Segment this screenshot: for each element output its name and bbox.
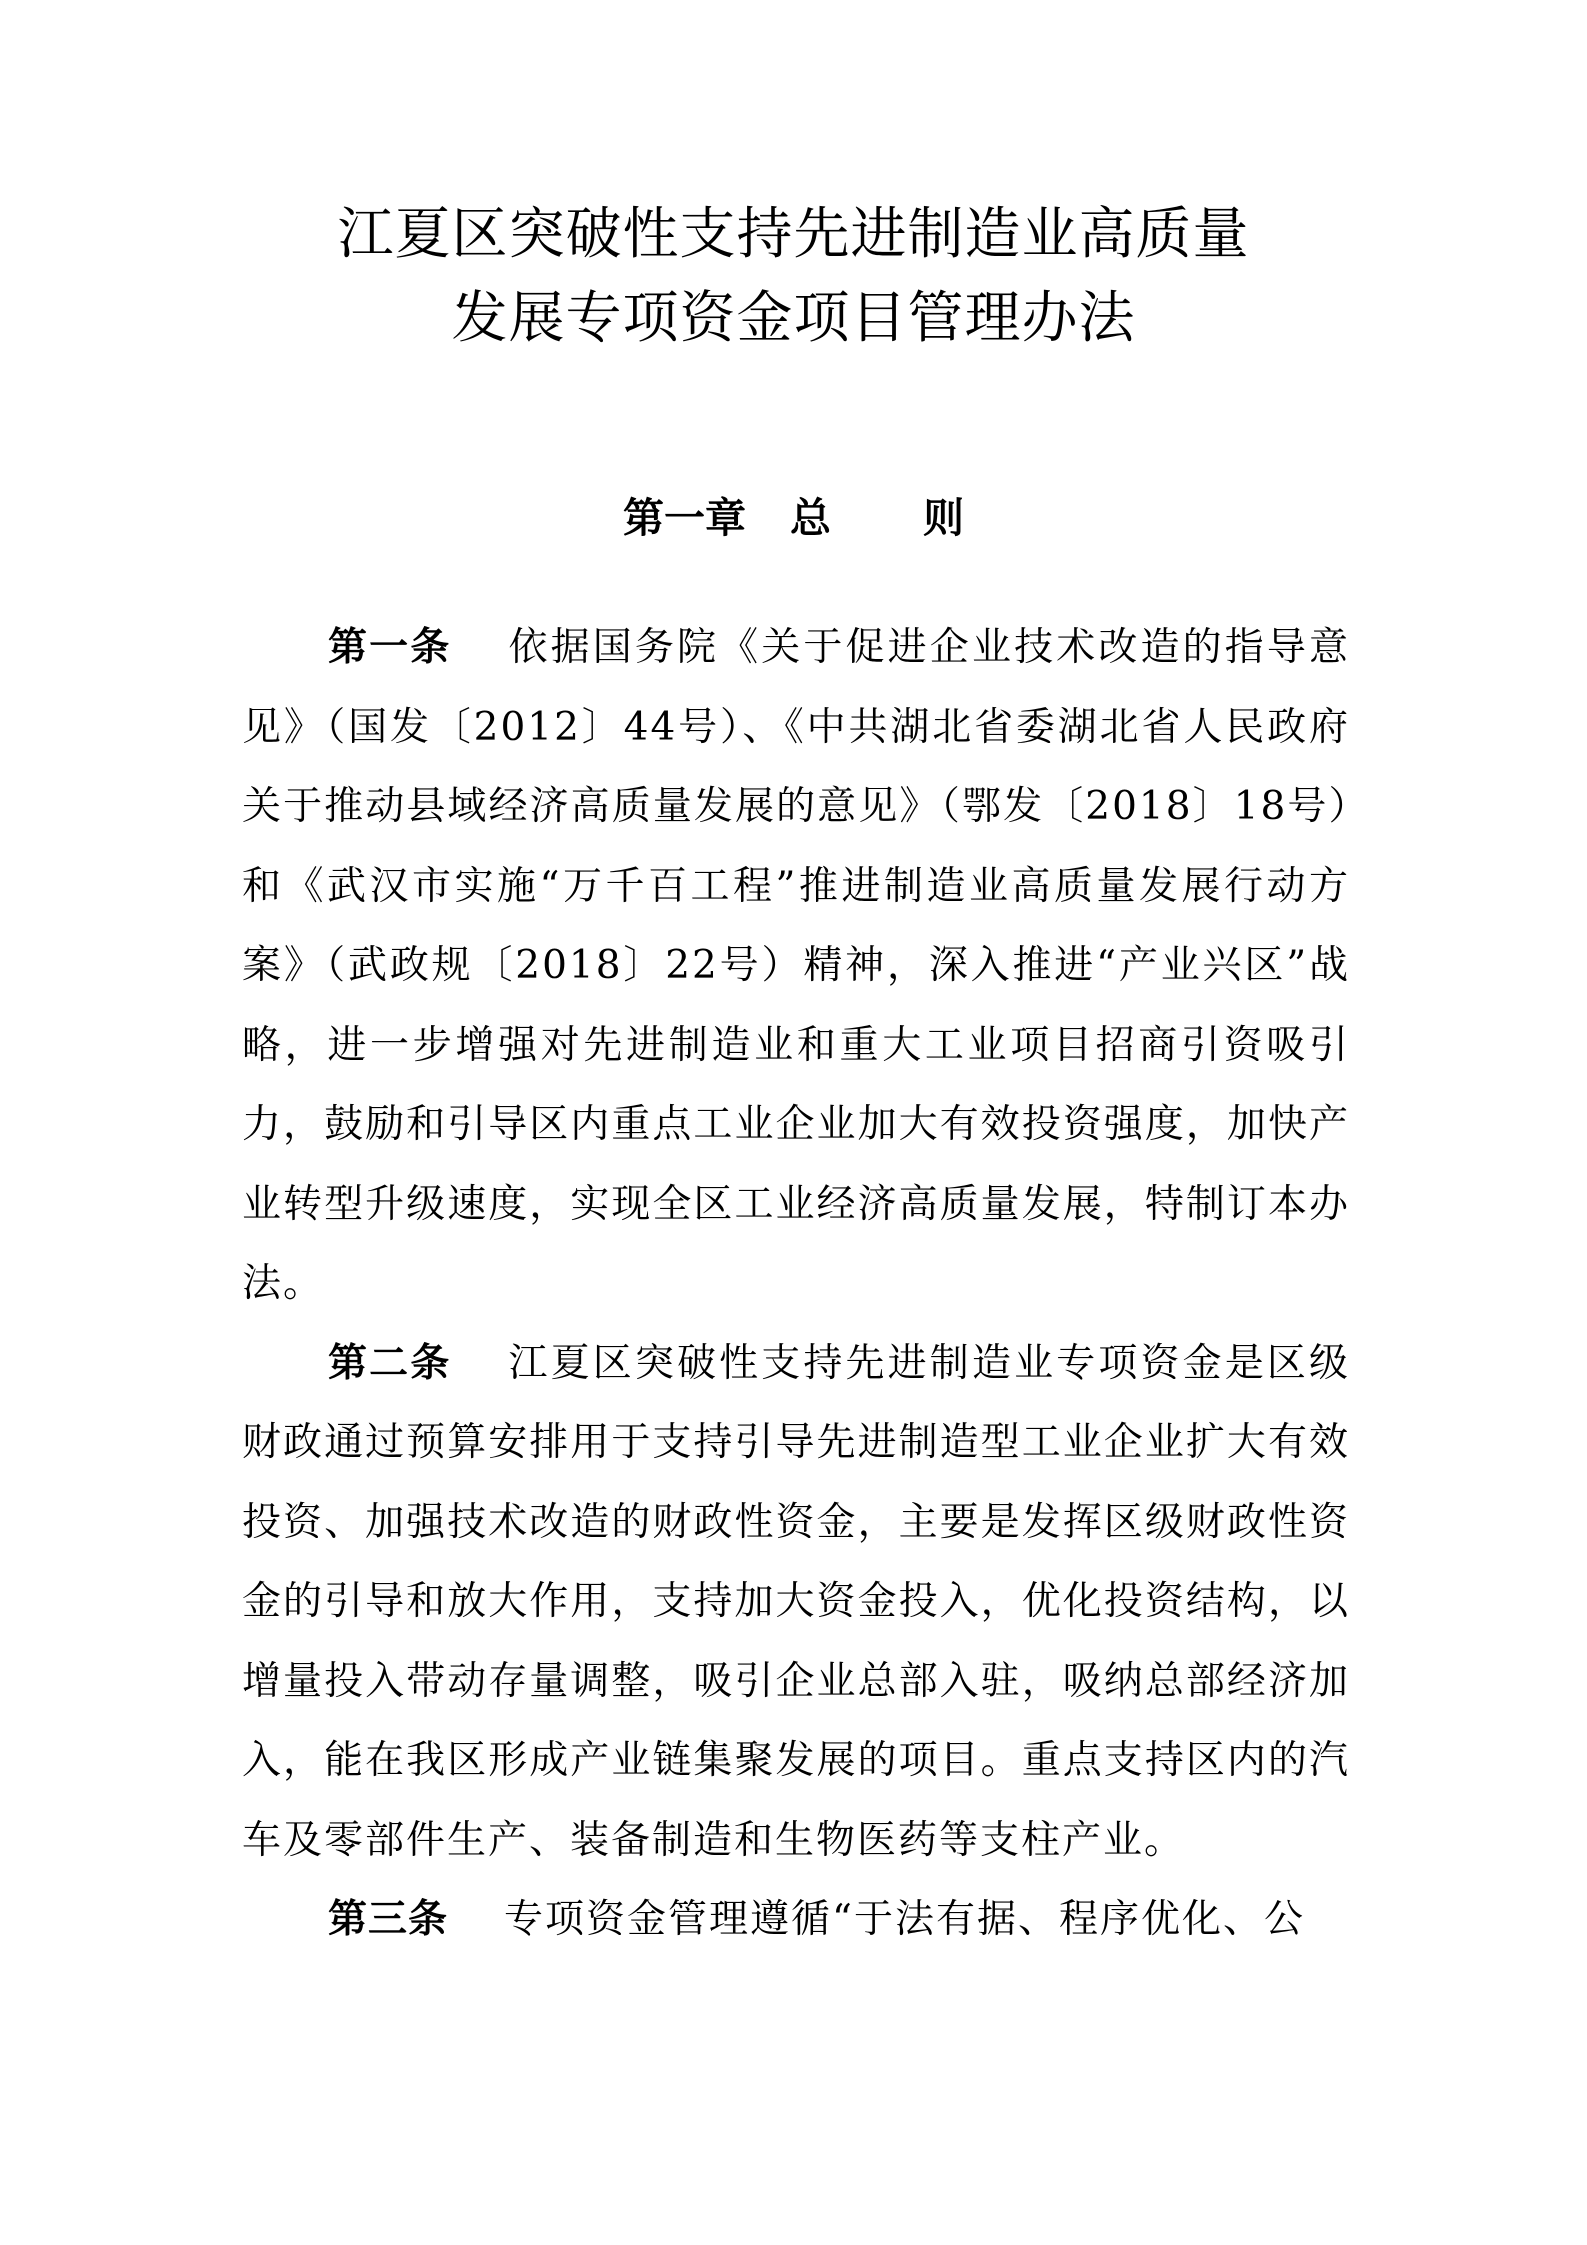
- article-2: [242, 1324, 1350, 1881]
- article-2-text: 江夏区突破性支持先进制造业专项资金是区级财政通过预算安排用于支持引导先进制造型工业企业扩大有效投资、加强技术改造的财政性资金，主要是发挥区级财政性资金的引导和放大作用，支持加大资金投入，优化投资结构，以增量投入带动存量调整，吸引企业总部入驻，吸纳总部经济加入，能在我区形成产业链集聚发展的项目。重点支持区内的汽车及零部件生产、装备制造和生物医药等支柱产业。: [242, 1340, 1350, 1863]
- chapter-name-part-1: 总: [790, 494, 831, 542]
- document-title-line-1: 江夏区突破性支持先进制造业高质量: [337, 202, 1250, 267]
- article-1: [242, 608, 1350, 1324]
- article-3-text: 专项资金管理遵循“于法有据、程序优化、公: [504, 1897, 1305, 1942]
- document-title: [0, 193, 1587, 361]
- document-body: [242, 608, 1350, 1960]
- chapter-name-part-2: 则: [923, 494, 964, 542]
- document-title-line-2: 发展专项资金项目管理办法: [451, 286, 1136, 351]
- article-3: [242, 1880, 1350, 1960]
- article-1-text: 依据国务院《关于促进企业技术改造的指导意见》（国发〔2012〕44号）、《中共湖北省委湖北省人民政府关于推动县域经济高质量发展的意见》（鄂发〔2018〕18号）和《武汉市实施“万千百工程”推进制造业高质量发展行动方案》（武政规〔2018〕22号）精神，深入推进“产业兴区”战略，进一步增强对先进制造业和重大工业项目招商引资吸引力，鼓励和引导区内重点工业企业加大有效投资强度，加快产业转型升级速度，实现全区工业经济高质量发展，特制订本办法。: [242, 625, 1350, 1306]
- chapter-number: 第一章: [623, 494, 746, 542]
- article-1-label: 第一条: [328, 625, 452, 670]
- article-3-label: 第三条: [328, 1897, 449, 1942]
- chapter-heading: [0, 488, 1587, 548]
- article-2-label: 第二条: [328, 1340, 452, 1386]
